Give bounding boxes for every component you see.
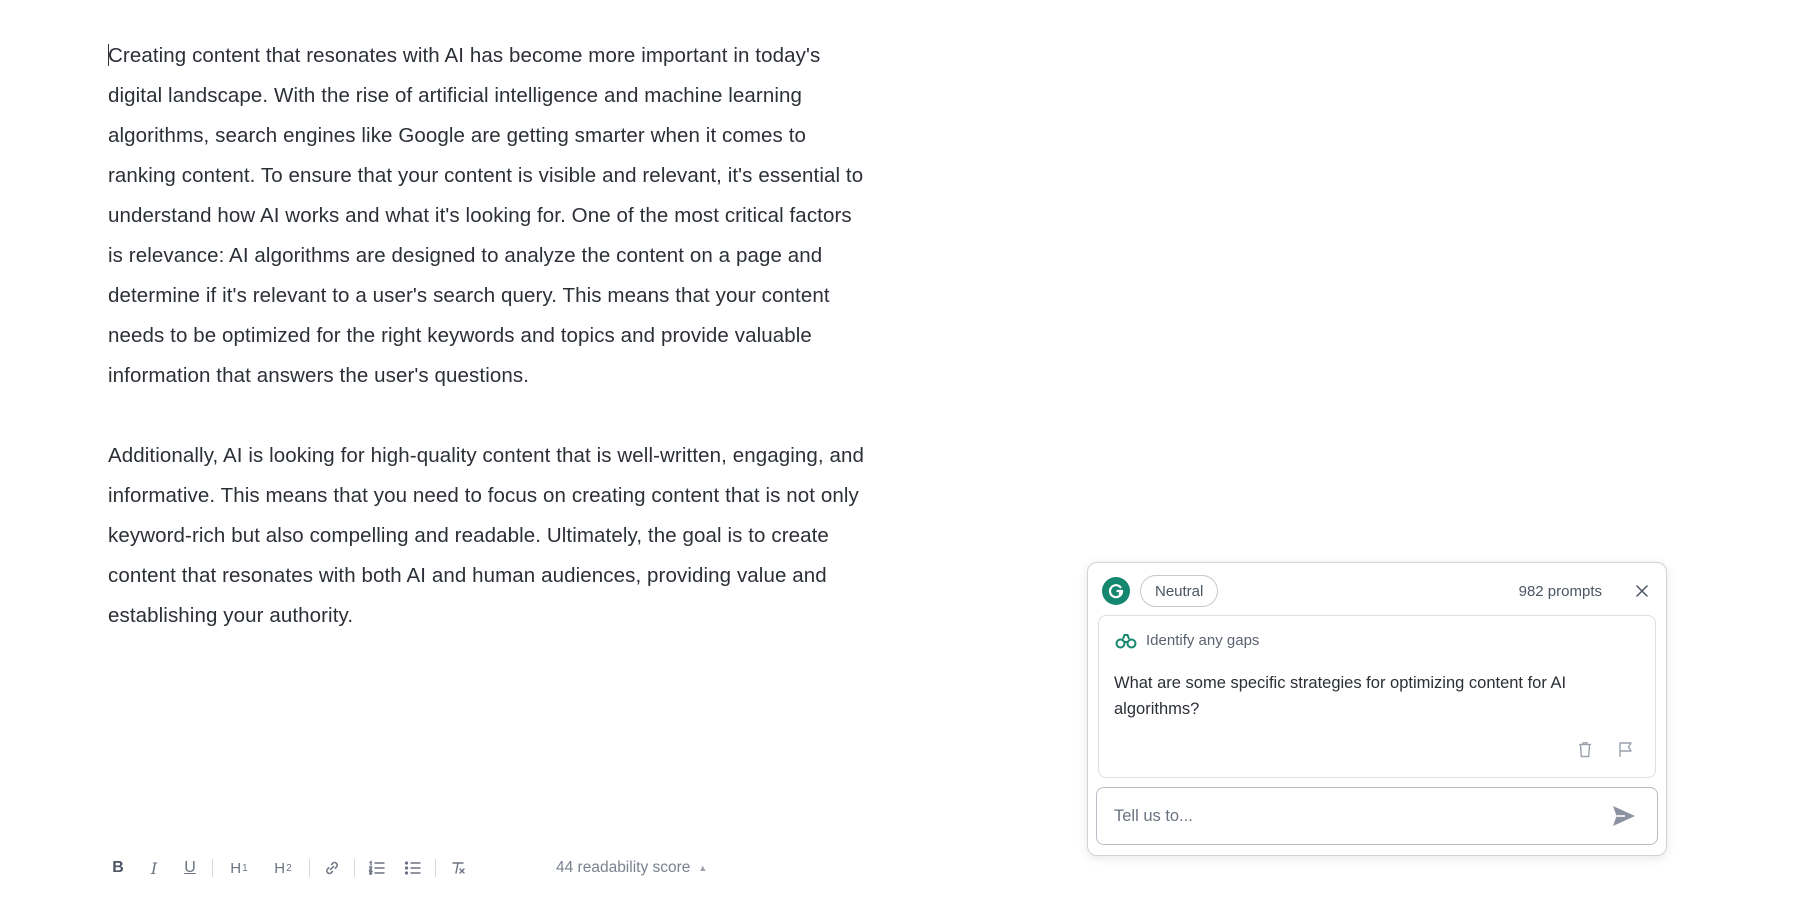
toolbar-divider	[309, 859, 310, 877]
heading-2-button[interactable]	[261, 854, 305, 882]
flag-icon	[1618, 741, 1633, 758]
trash-icon	[1578, 741, 1592, 758]
readability-score-text: 44 readability score	[556, 859, 691, 876]
formatting-toolbar	[100, 852, 707, 884]
tone-selector[interactable]: Neutral	[1140, 575, 1218, 607]
suggestion-label: Identify any gaps	[1146, 632, 1260, 649]
assistant-panel	[1087, 562, 1667, 856]
toolbar-divider	[212, 859, 213, 877]
bullet-list-icon	[404, 860, 422, 876]
suggestion-label-row	[1115, 632, 1259, 649]
clear-formatting-button[interactable]	[440, 854, 476, 882]
suggestion-actions	[1557, 737, 1637, 761]
suggestion-prompt-text[interactable]: What are some specific strategies for optimizing content for AI algorithms?	[1114, 674, 1567, 718]
send-button[interactable]	[1609, 801, 1639, 831]
heading-1-button[interactable]	[217, 854, 261, 882]
prompt-input[interactable]	[1112, 806, 1609, 827]
paragraph-1-text[interactable]: Creating content that resonates with AI has become more important in today's digital landscape. With the rise of artificial intelligence and machine learning algorithms, search engines like Google are getting smarter when it comes to ranking content. To ensure that your content is visible and relevant, it's essential to understand how AI works and what it's looking for. One of the most critical factors is relevance: AI algorithms are designed to analyze the content on a page and determine if it's relevant to a user's search query. This means that your content needs to be optimized for the right keywords and topics and provide valuable information that answers the user's questions.	[108, 44, 864, 387]
link-icon	[324, 860, 340, 876]
flag-button[interactable]	[1613, 737, 1637, 761]
close-icon	[1636, 585, 1648, 597]
paragraph-2[interactable]: Additionally, AI is looking for high-quality content that is well-written, engaging, and informative. This means that you need to focus on creating content that is not only keyword-rich but also compelling and readable. Ultimately, the goal is to create content that resonates with both AI and human audiences, providing value and establishing your authority.	[108, 444, 864, 627]
italic-button[interactable]: I	[150, 858, 158, 878]
link-button[interactable]	[314, 854, 350, 882]
heading-1-sub: 1	[242, 862, 248, 874]
readability-score[interactable]	[556, 859, 707, 877]
delete-button[interactable]	[1573, 737, 1597, 761]
close-button[interactable]	[1632, 581, 1652, 601]
heading-2-label: H	[274, 859, 286, 877]
suggestion-card[interactable]	[1098, 615, 1656, 778]
prompt-input-box[interactable]	[1096, 787, 1658, 845]
prompts-count: 982 prompts	[1518, 582, 1602, 600]
toolbar-divider	[435, 859, 436, 877]
assistant-header	[1102, 573, 1652, 609]
binoculars-icon	[1115, 633, 1137, 649]
grammarly-logo-icon	[1102, 577, 1130, 605]
clear-formatting-icon	[450, 860, 466, 876]
heading-2-sub: 2	[286, 862, 292, 874]
ordered-list-button[interactable]	[359, 854, 395, 882]
bullet-list-button[interactable]	[395, 854, 431, 882]
ordered-list-icon	[368, 860, 386, 876]
underline-button[interactable]: U	[184, 859, 196, 876]
bold-button[interactable]: B	[112, 859, 124, 876]
heading-1-label: H	[230, 859, 242, 877]
paragraph-1[interactable]	[108, 36, 868, 396]
send-icon	[1612, 805, 1636, 827]
toolbar-divider	[354, 859, 355, 877]
readability-arrow-icon: ▲	[698, 863, 708, 873]
document-editor[interactable]	[108, 36, 868, 636]
